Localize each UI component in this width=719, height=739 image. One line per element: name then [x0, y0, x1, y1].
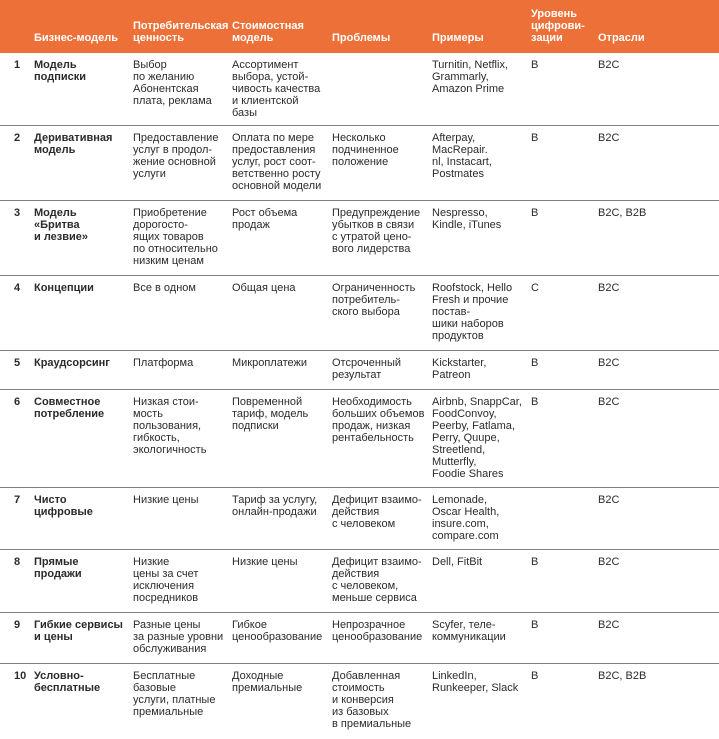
row-digital-level: B	[531, 207, 539, 219]
row-cost-model: Тариф за услугу, онлайн-продажи	[232, 494, 318, 518]
table-row	[0, 390, 719, 488]
row-problems: Ограниченность потребитель- ского выбора	[332, 282, 416, 318]
row-consumer-value: Платформа	[133, 357, 194, 369]
row-consumer-value: Низкие цены	[133, 494, 199, 506]
row-number: 2	[14, 132, 21, 144]
row-industries: B2C	[598, 357, 620, 369]
row-digital-level: B	[531, 670, 539, 682]
row-number: 9	[14, 619, 21, 631]
row-examples: Airbnb, SnappCar, FoodConvoy, Peerby, Fatlama, Perry, Quupe, Streetlend, Mutterfly, Foodie Shares	[432, 396, 522, 480]
row-examples: LinkedIn, Runkeeper, Slack	[432, 670, 519, 694]
header-model: Бизнес-модель	[34, 32, 118, 44]
row-problems: Необходимость больших объемов продаж, низкая рентабельность	[332, 396, 425, 444]
row-consumer-value: Разные цены за разные уровни обслуживания	[133, 619, 224, 655]
table-row	[0, 664, 719, 739]
row-industries: B2C	[598, 619, 620, 631]
table-row	[0, 351, 719, 390]
row-digital-level: B	[531, 132, 539, 144]
row-cost-model: Низкие цены	[232, 556, 298, 568]
row-digital-level: C	[531, 282, 539, 294]
row-model-name: Условно- бесплатные	[34, 670, 101, 694]
header-cost-model: Стоимостная модель	[232, 20, 304, 44]
row-problems: Дефицит взаимо- действия с человеком	[332, 494, 422, 530]
row-industries: B2C	[598, 396, 620, 408]
row-cost-model: Доходные премиальные	[232, 670, 303, 694]
row-model-name: Краудсорсинг	[34, 357, 110, 369]
row-model-name: Гибкие сервисы и цены	[34, 619, 123, 643]
row-model-name: Деривативная модель	[34, 132, 113, 156]
row-cost-model: Общая цена	[232, 282, 296, 294]
table-header	[0, 0, 719, 53]
row-examples: Turnitin, Netflix, Grammarly, Amazon Prime	[432, 59, 509, 95]
row-examples: Roofstock, Hello Fresh и прочие постав- шики наборов продуктов	[432, 282, 513, 342]
row-consumer-value: Предоставление услуг в продол- жение основной услуги	[133, 132, 219, 180]
row-consumer-value: Низкая стои- мость пользования, гибкость, экологичность	[133, 396, 207, 456]
row-model-name: Чисто цифровые	[34, 494, 93, 518]
row-model-name: Модель подписки	[34, 59, 86, 83]
table-row	[0, 201, 719, 276]
row-number: 3	[14, 207, 21, 219]
row-model-name: Совместное потребление	[34, 396, 105, 420]
row-industries: B2C	[598, 556, 620, 568]
row-problems: Дефицит взаимо- действия с человеком, меньше сервиса	[332, 556, 422, 604]
row-examples: Kickstarter, Patreon	[432, 357, 487, 381]
row-examples: Scyfer, теле- коммуникации	[432, 619, 506, 643]
row-examples: Dell, FitBit	[432, 556, 483, 568]
row-model-name: Модель «Бритва и лезвие»	[34, 207, 89, 243]
row-industries: B2C, B2B	[598, 670, 647, 682]
row-examples: Lemonade, Oscar Health, insure.com, compare.com	[432, 494, 500, 542]
row-problems: Предупреждение убытков в связи с утратой цено- вого лидерства	[332, 207, 421, 255]
row-industries: B2C	[598, 59, 620, 71]
table-row	[0, 53, 719, 126]
row-examples: Nespresso, Kindle, iTunes	[432, 207, 502, 231]
table-row	[0, 488, 719, 550]
row-consumer-value: Бесплатные базовые услуги, платные премиальные	[133, 670, 216, 718]
row-number: 8	[14, 556, 21, 568]
row-problems: Непрозрачное ценообразование	[332, 619, 423, 643]
row-digital-level: B	[531, 59, 539, 71]
row-cost-model: Гибкое ценообразование	[232, 619, 323, 643]
row-cost-model: Рост объема продаж	[232, 207, 298, 231]
row-number: 5	[14, 357, 21, 369]
table-row	[0, 613, 719, 664]
row-industries: B2C	[598, 282, 620, 294]
row-cost-model: Микроплатежи	[232, 357, 308, 369]
row-industries: B2C	[598, 132, 620, 144]
row-consumer-value: Приобретение дорогосто- ящих товаров по относительно низким ценам	[133, 207, 218, 267]
row-consumer-value: Все в одном	[133, 282, 196, 294]
row-model-name: Прямые продажи	[34, 556, 82, 580]
header-digital-level: Уровень цифрови- зации	[531, 8, 585, 44]
row-digital-level: B	[531, 556, 539, 568]
row-number: 6	[14, 396, 21, 408]
row-industries: B2C, B2B	[598, 207, 647, 219]
row-consumer-value: Низкие цены за счет исключения посредников	[133, 556, 199, 604]
row-industries: B2C	[598, 494, 620, 506]
row-cost-model: Ассортимент выбора, устой- чивость качества и клиентской базы	[232, 59, 321, 119]
table-row	[0, 550, 719, 613]
row-digital-level: B	[531, 357, 539, 369]
table-row	[0, 276, 719, 351]
row-examples: Afterpay, MacRepair. nl, Instacart, Postmates	[432, 132, 492, 180]
row-cost-model: Оплата по мере предоставления услуг, рост соот- ветственно росту основной модели	[232, 132, 322, 192]
row-problems: Несколько подчиненное положение	[332, 132, 399, 168]
row-model-name: Концепции	[34, 282, 94, 294]
table-row	[0, 126, 719, 201]
row-problems: Добавленная стоимость и конверсия из базовых в премиальные	[332, 670, 412, 730]
row-digital-level: B	[531, 396, 539, 408]
header-industries: Отрасли	[598, 32, 645, 44]
row-consumer-value: Выбор по желанию Абонентская плата, реклама	[133, 59, 212, 107]
row-number: 7	[14, 494, 21, 506]
row-cost-model: Повременной тариф, модель подписки	[232, 396, 309, 432]
header-consumer-value: Потребительская ценность	[133, 20, 229, 44]
header-problems: Проблемы	[332, 32, 391, 44]
row-digital-level: B	[531, 619, 539, 631]
row-problems: Отсроченный результат	[332, 357, 402, 381]
row-number: 10	[14, 670, 27, 682]
row-number: 4	[14, 282, 21, 294]
row-number: 1	[14, 59, 21, 71]
header-examples: Примеры	[432, 32, 484, 44]
